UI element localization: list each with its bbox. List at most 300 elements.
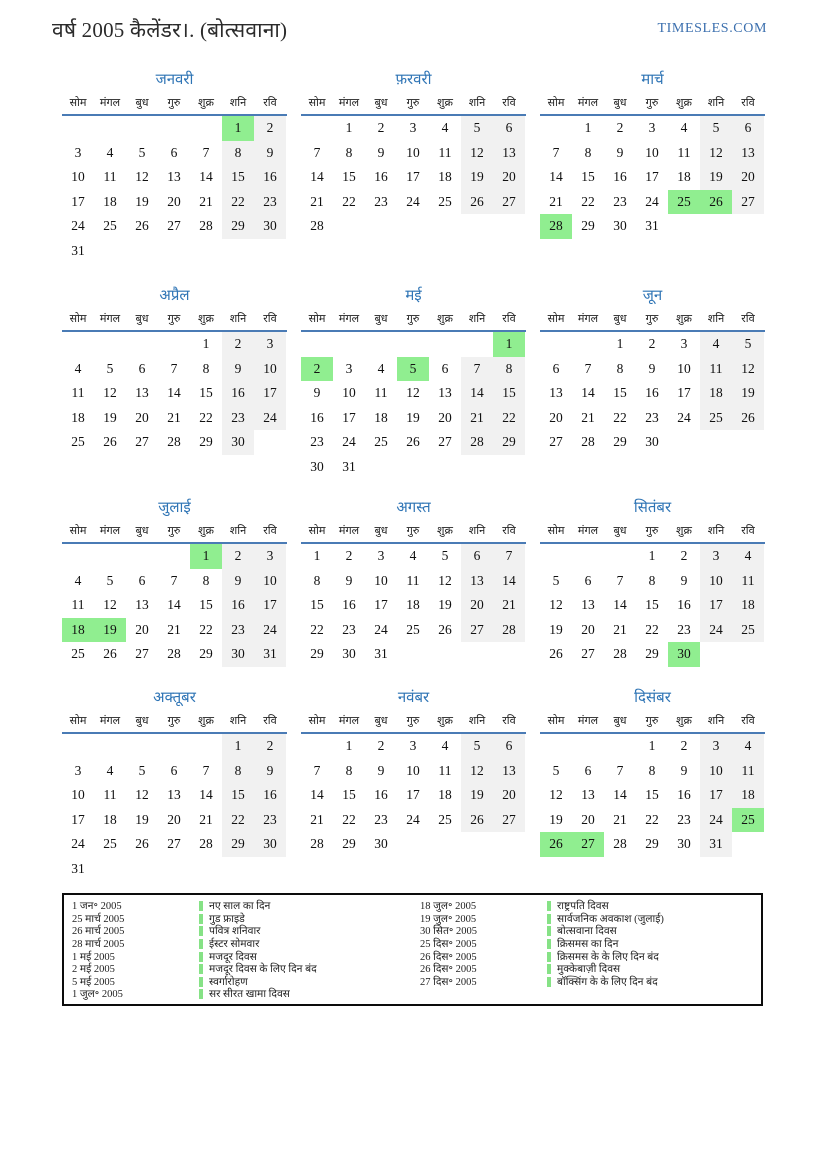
date-cell: 17 [700, 593, 732, 618]
date-cell: 12 [700, 141, 732, 166]
weekday-label: सोम [308, 313, 326, 325]
date-cell: 4 [409, 548, 417, 564]
legend-date: 27 दिस॰ 2005 [420, 976, 477, 988]
dates-grid [62, 332, 287, 455]
date-cell: 15 [613, 385, 627, 401]
date-cell: 20 [493, 783, 525, 808]
month-title: अगस्त [396, 500, 431, 516]
weekday-label: सोम [547, 97, 565, 109]
date-cell: 22 [613, 409, 627, 425]
date-cell: 12 [406, 385, 420, 401]
date-cell: 11 [103, 787, 117, 803]
date-cell: 17 [71, 193, 85, 209]
date-cell: 14 [310, 169, 324, 185]
empty-cell [126, 544, 158, 569]
weekday-header-row [540, 714, 765, 734]
weekday-label: गुरु [167, 97, 181, 109]
date-cell: 23 [310, 434, 324, 450]
date-cell: 12 [438, 572, 452, 588]
date-cell: 15 [222, 783, 254, 808]
date-cell: 16 [613, 169, 627, 185]
empty-cell [94, 734, 126, 759]
date-cell: 18 [374, 409, 388, 425]
weekday-label: बुध [374, 313, 388, 325]
legend-date: 28 मार्च 2005 [72, 939, 125, 951]
date-cell: 10 [71, 169, 85, 185]
date-cell: 5 [397, 357, 429, 382]
legend-date: 1 जुल॰ 2005 [72, 989, 123, 1001]
date-cell: 16 [677, 597, 691, 613]
weekday-label: बुध [613, 97, 627, 109]
legend-holiday-name: क्रिसमस के के लिए दिन बंद [557, 951, 659, 963]
date-cell: 11 [71, 385, 85, 401]
weekday-label: रवि [502, 313, 516, 325]
dates-grid [301, 116, 526, 239]
date-cell: 23 [613, 193, 627, 209]
date-cell: 27 [135, 646, 149, 662]
date-cell: 10 [71, 787, 85, 803]
weekday-header-row [540, 312, 765, 332]
legend-date: 26 दिस॰ 2005 [420, 951, 477, 963]
date-cell: 12 [461, 759, 493, 784]
date-cell: 30 [310, 458, 324, 474]
date-cell: 26 [103, 434, 117, 450]
date-cell: 3 [409, 738, 417, 754]
date-cell: 15 [493, 381, 525, 406]
date-cell: 15 [581, 169, 595, 185]
holiday-marker-bar [199, 977, 203, 987]
date-cell: 24 [254, 618, 286, 643]
weekday-header-row [540, 96, 765, 116]
weekday-label: गुरु [406, 525, 420, 537]
date-cell: 25 [438, 811, 452, 827]
date-cell: 15 [222, 165, 254, 190]
date-cell: 30 [254, 214, 286, 239]
holiday-marker-bar [199, 989, 203, 999]
legend-date: 19 जुल॰ 2005 [420, 913, 477, 925]
date-cell: 25 [103, 836, 117, 852]
empty-cell [429, 332, 461, 357]
month-title: अप्रैल [159, 288, 190, 304]
date-cell: 21 [613, 811, 627, 827]
holiday-marker-bar [547, 914, 551, 924]
date-cell: 2 [377, 738, 385, 754]
date-cell: 6 [170, 762, 178, 778]
date-cell: 24 [342, 434, 356, 450]
legend-row [72, 950, 420, 963]
date-cell: 5 [106, 572, 114, 588]
date-cell: 15 [645, 787, 659, 803]
date-cell: 9 [680, 762, 688, 778]
holiday-marker-bar [199, 926, 203, 936]
empty-cell [158, 544, 190, 569]
weekday-label: मंगल [99, 313, 121, 325]
empty-cell [94, 332, 126, 357]
date-cell: 14 [613, 597, 627, 613]
date-cell: 6 [441, 360, 449, 376]
date-cell: 28 [310, 218, 324, 234]
weekday-label: गुरु [645, 97, 659, 109]
legend-row [420, 938, 761, 951]
date-cell: 26 [135, 218, 149, 234]
date-cell: 9 [222, 357, 254, 382]
date-cell: 8 [222, 141, 254, 166]
date-cell: 3 [700, 544, 732, 569]
date-cell: 11 [677, 144, 691, 160]
date-cell: 13 [461, 569, 493, 594]
date-cell: 5 [106, 360, 114, 376]
weekday-label: सोम [547, 313, 565, 325]
date-cell: 17 [700, 783, 732, 808]
date-cell: 13 [135, 597, 149, 613]
weekday-label: बुध [374, 525, 388, 537]
legend-date: 25 मार्च 2005 [72, 913, 125, 925]
date-cell: 17 [374, 597, 388, 613]
date-cell: 28 [613, 646, 627, 662]
date-cell: 10 [406, 762, 420, 778]
holiday-marker-bar [547, 977, 551, 987]
weekday-label: मंगल [577, 525, 599, 537]
date-cell: 7 [616, 572, 624, 588]
date-cell: 9 [377, 144, 385, 160]
date-cell: 18 [438, 169, 452, 185]
date-cell: 5 [461, 116, 493, 141]
date-cell: 13 [167, 787, 181, 803]
date-cell: 14 [613, 787, 627, 803]
date-cell: 9 [313, 385, 321, 401]
weekday-label: मंगल [338, 97, 360, 109]
weekday-label: मंगल [577, 97, 599, 109]
date-cell: 2 [616, 120, 624, 136]
month-title: जनवरी [155, 72, 194, 88]
weekday-label: सोम [69, 313, 87, 325]
date-cell: 7 [584, 360, 592, 376]
legend-holiday-name: राष्ट्रपति दिवस [557, 901, 609, 913]
date-cell: 29 [222, 214, 254, 239]
date-cell: 7 [202, 762, 210, 778]
date-cell: 13 [581, 787, 595, 803]
date-cell: 30 [342, 646, 356, 662]
month-7 [62, 496, 287, 686]
weekday-label: शनि [468, 97, 486, 109]
weekday-label: रवि [741, 715, 755, 727]
date-cell: 22 [199, 409, 213, 425]
weekday-header-row [301, 524, 526, 544]
date-cell: 12 [135, 169, 149, 185]
date-cell: 18 [71, 409, 85, 425]
date-cell: 27 [549, 434, 563, 450]
empty-cell [540, 116, 572, 141]
date-cell: 8 [313, 572, 321, 588]
date-cell: 11 [71, 597, 85, 613]
empty-cell [604, 734, 636, 759]
month-8 [301, 496, 526, 686]
date-cell: 14 [549, 169, 563, 185]
empty-cell [158, 332, 190, 357]
date-cell: 10 [677, 360, 691, 376]
weekday-label: शनि [468, 715, 486, 727]
empty-cell [540, 734, 572, 759]
date-cell: 22 [199, 621, 213, 637]
weekday-label: मंगल [99, 715, 121, 727]
date-cell: 2 [377, 120, 385, 136]
date-cell: 2 [648, 336, 656, 352]
date-cell: 5 [138, 144, 146, 160]
date-cell: 16 [222, 381, 254, 406]
date-cell: 18 [406, 597, 420, 613]
month-title: जून [642, 288, 663, 304]
weekday-label: रवि [502, 525, 516, 537]
month-title: दिसंबर [634, 690, 671, 706]
date-cell: 10 [406, 144, 420, 160]
month-3 [540, 68, 765, 284]
date-cell: 26 [103, 646, 117, 662]
weekday-label: शनि [229, 97, 247, 109]
date-cell: 7 [170, 572, 178, 588]
date-cell: 2 [222, 332, 254, 357]
date-cell: 31 [645, 218, 659, 234]
month-title: फ़रवरी [395, 72, 432, 88]
dates-grid [540, 332, 765, 455]
date-cell: 13 [135, 385, 149, 401]
weekday-label: बुध [135, 313, 149, 325]
date-cell: 22 [342, 193, 356, 209]
date-cell: 25 [668, 190, 700, 215]
month-title: अक्तूबर [153, 690, 196, 706]
date-cell: 30 [222, 642, 254, 667]
date-cell: 22 [645, 621, 659, 637]
date-cell: 23 [374, 811, 388, 827]
date-cell: 1 [202, 336, 210, 352]
weekday-label: रवि [741, 313, 755, 325]
weekday-label: रवि [502, 715, 516, 727]
date-cell: 2 [680, 738, 688, 754]
legend-holiday-name: स्वर्गारोहण [209, 976, 248, 988]
weekday-label: गुरु [645, 715, 659, 727]
weekday-header-row [62, 714, 287, 734]
weekday-header-row [540, 524, 765, 544]
site-link[interactable]: TIMESLES.COM [657, 21, 767, 36]
date-cell: 8 [648, 572, 656, 588]
date-cell: 24 [374, 621, 388, 637]
date-cell: 9 [648, 360, 656, 376]
date-cell: 21 [199, 811, 213, 827]
date-cell: 25 [103, 218, 117, 234]
date-cell: 24 [677, 409, 691, 425]
date-cell: 19 [732, 381, 764, 406]
weekday-label: सोम [547, 715, 565, 727]
date-cell: 1 [648, 738, 656, 754]
date-cell: 6 [138, 360, 146, 376]
legend-column-left [72, 900, 420, 1004]
date-cell: 8 [584, 144, 592, 160]
date-cell: 4 [106, 144, 114, 160]
date-cell: 14 [461, 381, 493, 406]
date-cell: 7 [170, 360, 178, 376]
weekday-label: बुध [135, 97, 149, 109]
months-grid [62, 68, 765, 896]
date-cell: 25 [700, 406, 732, 431]
empty-cell [126, 734, 158, 759]
date-cell: 6 [170, 144, 178, 160]
date-cell: 5 [700, 116, 732, 141]
date-cell: 30 [668, 642, 700, 667]
date-cell: 9 [254, 141, 286, 166]
weekday-label: मंगल [338, 313, 360, 325]
weekday-label: सोम [308, 525, 326, 537]
weekday-label: रवि [263, 313, 277, 325]
legend-date: 1 मई 2005 [72, 951, 115, 963]
date-cell: 23 [254, 808, 286, 833]
date-cell: 1 [345, 120, 353, 136]
date-cell: 16 [374, 169, 388, 185]
date-cell: 29 [199, 434, 213, 450]
date-cell: 17 [254, 593, 286, 618]
weekday-label: रवि [502, 97, 516, 109]
legend-holiday-name: पवित्र शनिवार [209, 926, 261, 938]
date-cell: 14 [167, 385, 181, 401]
date-cell: 25 [71, 646, 85, 662]
date-cell: 12 [135, 787, 149, 803]
date-cell: 24 [254, 406, 286, 431]
date-cell: 9 [616, 144, 624, 160]
date-cell: 2 [301, 357, 333, 382]
month-title: नवंबर [397, 690, 430, 706]
date-cell: 8 [345, 762, 353, 778]
weekday-label: मंगल [99, 97, 121, 109]
holiday-marker-bar [547, 939, 551, 949]
date-cell: 11 [438, 762, 452, 778]
date-cell: 9 [254, 759, 286, 784]
date-cell: 19 [438, 597, 452, 613]
date-cell: 18 [700, 381, 732, 406]
holiday-marker-bar [547, 926, 551, 936]
holiday-legend [62, 893, 763, 1006]
weekday-label: बुध [374, 715, 388, 727]
weekday-label: सोम [69, 97, 87, 109]
date-cell: 21 [310, 811, 324, 827]
weekday-label: गुरु [645, 313, 659, 325]
date-cell: 20 [167, 193, 181, 209]
date-cell: 27 [493, 190, 525, 215]
date-cell: 22 [222, 190, 254, 215]
date-cell: 23 [222, 618, 254, 643]
date-cell: 24 [406, 193, 420, 209]
date-cell: 12 [103, 385, 117, 401]
date-cell: 3 [345, 360, 353, 376]
date-cell: 28 [199, 836, 213, 852]
weekday-header-row [301, 96, 526, 116]
date-cell: 15 [199, 385, 213, 401]
date-cell: 28 [167, 434, 181, 450]
empty-cell [94, 116, 126, 141]
weekday-label: बुध [613, 715, 627, 727]
date-cell: 26 [406, 434, 420, 450]
date-cell: 20 [135, 621, 149, 637]
date-cell: 17 [406, 169, 420, 185]
legend-row [72, 913, 420, 926]
date-cell: 8 [616, 360, 624, 376]
date-cell: 10 [254, 569, 286, 594]
date-cell: 27 [461, 618, 493, 643]
month-title: मई [405, 288, 422, 304]
empty-cell [604, 544, 636, 569]
date-cell: 26 [549, 646, 563, 662]
date-cell: 11 [406, 572, 420, 588]
date-cell: 6 [138, 572, 146, 588]
weekday-label: गुरु [167, 525, 181, 537]
date-cell: 28 [461, 430, 493, 455]
date-cell: 5 [138, 762, 146, 778]
date-cell: 6 [584, 762, 592, 778]
date-cell: 30 [254, 832, 286, 857]
date-cell: 23 [374, 193, 388, 209]
date-cell: 31 [254, 642, 286, 667]
dates-grid [62, 116, 287, 263]
month-12 [540, 686, 765, 896]
legend-row [420, 913, 761, 926]
date-cell: 26 [732, 406, 764, 431]
date-cell: 24 [406, 811, 420, 827]
date-cell: 27 [438, 434, 452, 450]
empty-cell [190, 116, 222, 141]
date-cell: 14 [310, 787, 324, 803]
empty-cell [301, 116, 333, 141]
date-cell: 11 [700, 357, 732, 382]
weekday-label: रवि [263, 525, 277, 537]
date-cell: 20 [438, 409, 452, 425]
date-cell: 19 [549, 811, 563, 827]
weekday-label: बुध [613, 525, 627, 537]
date-cell: 19 [135, 811, 149, 827]
date-cell: 3 [700, 734, 732, 759]
date-cell: 20 [581, 621, 595, 637]
date-cell: 13 [493, 759, 525, 784]
date-cell: 23 [677, 811, 691, 827]
weekday-label: सोम [69, 525, 87, 537]
weekday-label: मंगल [577, 715, 599, 727]
dates-grid [301, 544, 526, 667]
date-cell: 26 [438, 621, 452, 637]
date-cell: 8 [202, 360, 210, 376]
date-cell: 1 [313, 548, 321, 564]
date-cell: 13 [549, 385, 563, 401]
date-cell: 9 [377, 762, 385, 778]
weekday-label: गुरु [167, 715, 181, 727]
empty-cell [572, 332, 604, 357]
legend-holiday-name: बोत्सवाना दिवस [557, 926, 617, 938]
date-cell: 20 [135, 409, 149, 425]
weekday-label: शुक्र [437, 97, 453, 109]
legend-row [72, 963, 420, 976]
date-cell: 29 [222, 832, 254, 857]
date-cell: 22 [310, 621, 324, 637]
date-cell: 9 [222, 569, 254, 594]
date-cell: 1 [190, 544, 222, 569]
weekday-label: शुक्र [676, 715, 692, 727]
weekday-label: शुक्र [198, 715, 214, 727]
date-cell: 15 [342, 787, 356, 803]
date-cell: 2 [680, 548, 688, 564]
date-cell: 10 [700, 569, 732, 594]
date-cell: 27 [135, 434, 149, 450]
date-cell: 7 [202, 144, 210, 160]
weekday-label: गुरु [406, 313, 420, 325]
empty-cell [572, 544, 604, 569]
date-cell: 1 [584, 120, 592, 136]
date-cell: 3 [254, 332, 286, 357]
weekday-label: गुरु [645, 525, 659, 537]
